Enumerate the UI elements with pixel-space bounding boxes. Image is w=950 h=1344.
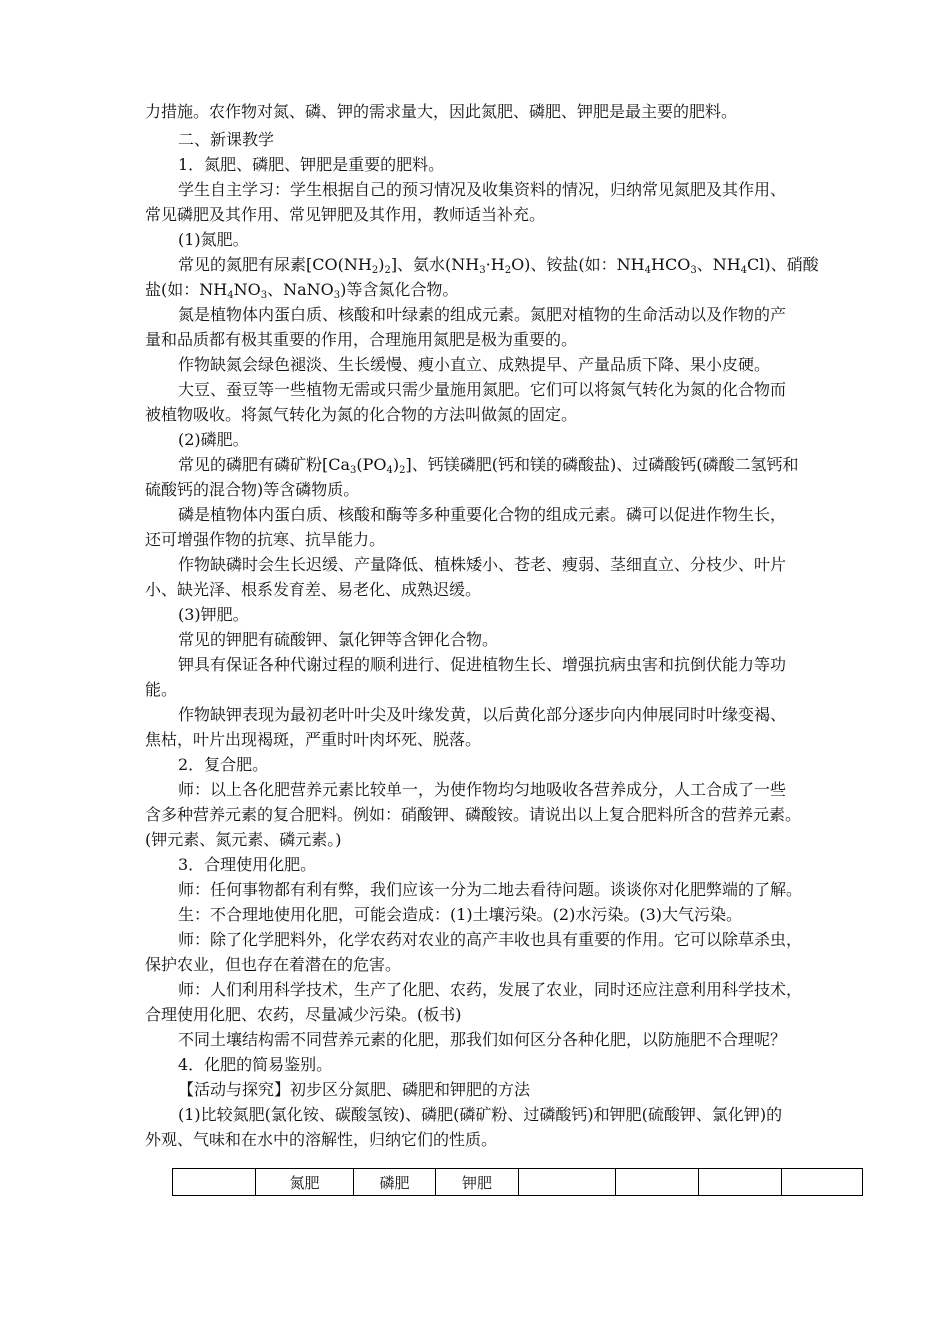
text-line: 合理使用化肥、农药，尽量减少污染。(板书) bbox=[145, 1005, 462, 1024]
table-cell: 磷肥 bbox=[354, 1169, 436, 1196]
text-line-formula: 常见的氮肥有尿素$[CO(NH_2)_2]$、氨水$(NH_3\cdot H_2O)$、铵盐(如：$NH_4HCO_3$、$NH_4Cl$)、硝酸 bbox=[178, 255, 819, 276]
text-line: 硫酸钙的混合物)等含磷物质。 bbox=[145, 480, 360, 499]
section-heading: 二、新课教学 bbox=[178, 130, 275, 149]
text-line: 能。 bbox=[145, 680, 178, 699]
text-line: 力措施。农作物对氮、磷、钾的需求量大，因此氮肥、磷肥、钾肥是最主要的肥料。 bbox=[145, 102, 738, 121]
comparison-table bbox=[172, 1168, 863, 1196]
text-line: 师：任何事物都有利有弊，我们应该一分为二地去看待问题。谈谈你对化肥弊端的了解。 bbox=[178, 880, 803, 899]
text-line: 大豆、蚕豆等一些植物无需或只需少量施用氮肥。它们可以将氮气转化为氮的化合物而 bbox=[178, 380, 787, 399]
table-cell: 氮肥 bbox=[256, 1169, 354, 1196]
text-line: 被植物吸收。将氮气转化为氮的化合物的方法叫做氮的固定。 bbox=[145, 405, 578, 424]
table-cell bbox=[699, 1169, 782, 1196]
text-line: 师：除了化学肥料外，化学农药对农业的高产丰收也具有重要的作用。它可以除草杀虫， bbox=[178, 930, 803, 949]
text-line: 外观、气味和在水中的溶解性，归纳它们的性质。 bbox=[145, 1130, 498, 1149]
table-cell: 钾肥 bbox=[436, 1169, 519, 1196]
text-line: 作物缺氮会绿色褪淡、生长缓慢、瘦小直立、成熟提早、产量品质下降、果小皮硬。 bbox=[178, 355, 771, 374]
text-line: 师：人们利用科学技术，生产了化肥、农药，发展了农业，同时还应注意利用科学技术， bbox=[178, 980, 803, 999]
text-line: 磷是植物体内蛋白质、核酸和酶等多种重要化合物的组成元素。磷可以促进作物生长， bbox=[178, 505, 787, 524]
item-heading: (3)钾肥。 bbox=[178, 605, 249, 624]
text-line: 作物缺钾表现为最初老叶叶尖及叶缘发黄，以后黄化部分逐步向内伸展同时叶缘变褐、 bbox=[178, 705, 787, 724]
text-line: (1)比较氮肥(氯化铵、碳酸氢铵)、磷肥(磷矿粉、过磷酸钙)和钾肥(硫酸钾、氯化钾)的 bbox=[178, 1105, 783, 1124]
subsection-heading: 3．合理使用化肥。 bbox=[178, 855, 317, 874]
item-heading: (2)磷肥。 bbox=[178, 430, 249, 449]
text-line-formula: 常见的磷肥有磷矿粉$[Ca_3(PO_4)_2]$、钙镁磷肥(钙和镁的磷酸盐)、过磷酸钙(磷酸二氢钙和 bbox=[178, 455, 799, 476]
text-line: 小、缺光泽、根系发育差、易老化、成熟迟缓。 bbox=[145, 580, 482, 599]
text-line: 学生自主学习：学生根据自己的预习情况及收集资料的情况，归纳常见氮肥及其作用、 bbox=[178, 180, 787, 199]
item-heading: (1)氮肥。 bbox=[178, 230, 249, 249]
text-line-formula: 盐(如：$NH_4NO_3$、NaNO$_3$)等含氮化合物。 bbox=[145, 280, 459, 301]
table-cell bbox=[519, 1169, 616, 1196]
text-line: 常见的钾肥有硫酸钾、氯化钾等含钾化合物。 bbox=[178, 630, 499, 649]
text-line: 师：以上各化肥营养元素比较单一，为使作物均匀地吸收各营养成分，人工合成了一些 bbox=[178, 780, 787, 799]
text-line: 生：不合理地使用化肥，可能会造成：(1)土壤污染。(2)水污染。(3)大气污染。 bbox=[178, 905, 742, 924]
table-cell bbox=[173, 1169, 256, 1196]
text-line: 焦枯，叶片出现褐斑，严重时叶肉坏死、脱落。 bbox=[145, 730, 482, 749]
subsection-heading: 4．化肥的简易鉴别。 bbox=[178, 1055, 333, 1074]
subsection-heading: 1．氮肥、磷肥、钾肥是重要的肥料。 bbox=[178, 155, 445, 174]
table-row bbox=[173, 1169, 863, 1196]
table-cell bbox=[782, 1169, 863, 1196]
text-line: 钾具有保证各种代谢过程的顺利进行、促进植物生长、增强抗病虫害和抗倒伏能力等功 bbox=[178, 655, 787, 674]
text-line: 作物缺磷时会生长迟缓、产量降低、植株矮小、苍老、瘦弱、茎细直立、分枝少、叶片 bbox=[178, 555, 787, 574]
activity-heading: 【活动与探究】初步区分氮肥、磷肥和钾肥的方法 bbox=[178, 1080, 531, 1099]
text-line: (钾元素、氮元素、磷元素。) bbox=[145, 830, 342, 849]
text-line: 不同土壤结构需不同营养元素的化肥，那我们如何区分各种化肥，以防施肥不合理呢？ bbox=[178, 1030, 787, 1049]
text-line: 常见磷肥及其作用、常见钾肥及其作用，教师适当补充。 bbox=[145, 205, 546, 224]
text-line: 保护农业，但也存在着潜在的危害。 bbox=[145, 955, 402, 974]
text-line: 还可增强作物的抗寒、抗旱能力。 bbox=[145, 530, 386, 549]
subsection-heading: 2．复合肥。 bbox=[178, 755, 269, 774]
text-line: 含多种营养元素的复合肥料。例如：硝酸钾、磷酸铵。请说出以上复合肥料所含的营养元素。 bbox=[145, 805, 802, 824]
text-line: 量和品质都有极其重要的作用，合理施用氮肥是极为重要的。 bbox=[145, 330, 578, 349]
text-line: 氮是植物体内蛋白质、核酸和叶绿素的组成元素。氮肥对植物的生命活动以及作物的产 bbox=[178, 305, 787, 324]
table-cell bbox=[616, 1169, 699, 1196]
